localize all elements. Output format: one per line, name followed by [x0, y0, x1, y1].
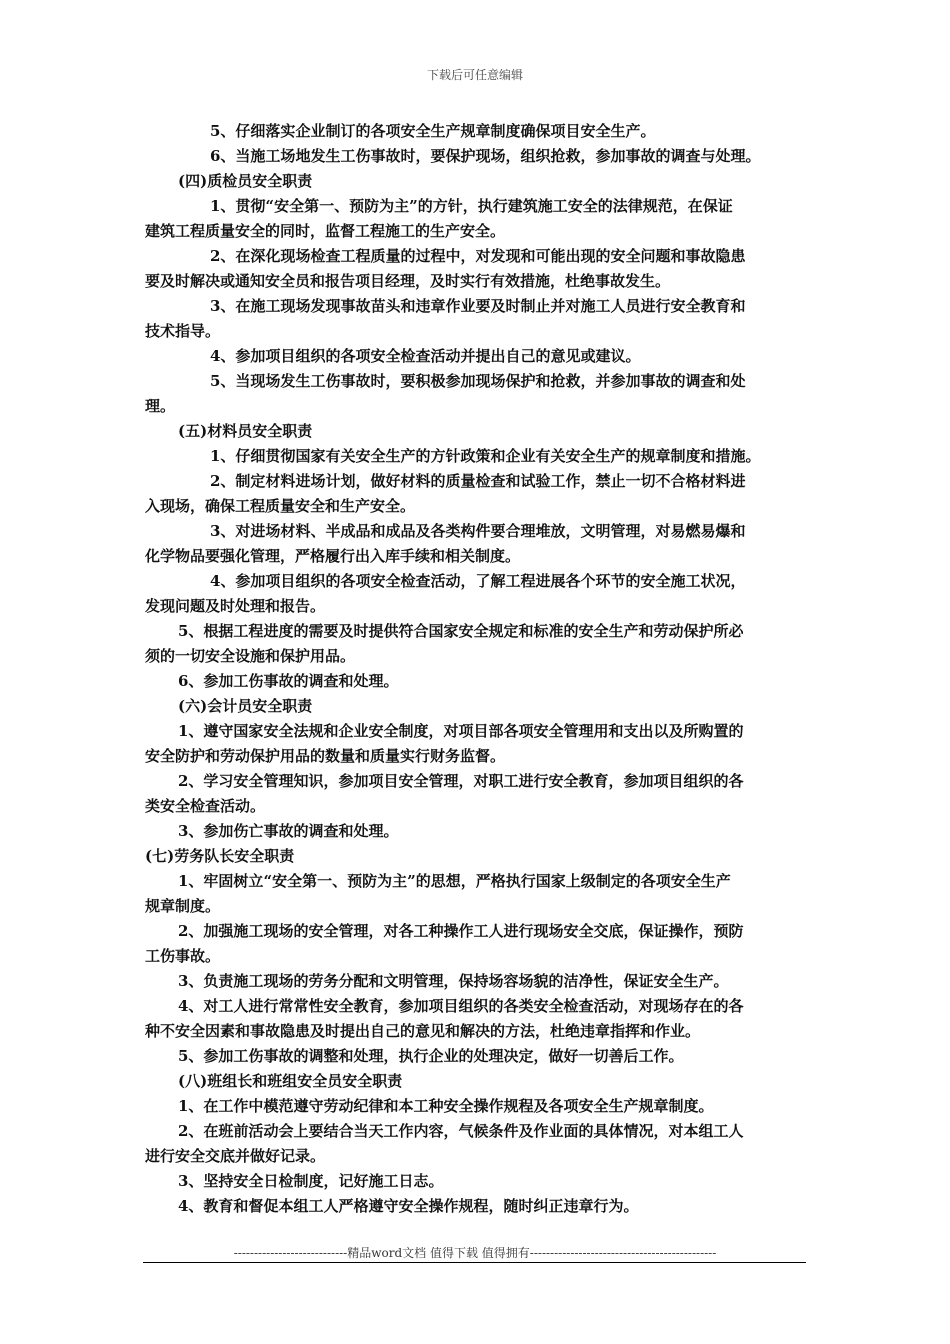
paragraph-line: 理。 [145, 397, 176, 415]
paragraph-line: 种不安全因素和事故隐患及时提出自己的意见和解决的方法，杜绝违章指挥和作业。 [145, 1022, 701, 1040]
section-heading: (六)会计员安全职责 [178, 697, 313, 715]
paragraph-line: 2、在班前活动会上要结合当天工作内容，气候条件及作业面的具体情况，对本组工人 [178, 1122, 744, 1140]
footer-divider [143, 1262, 806, 1263]
paragraph-line: 类安全检查活动。 [145, 797, 266, 815]
paragraph-line: 4、参加项目组织的各项安全检查活动，了解工程进展各个环节的安全施工状况， [210, 572, 746, 590]
paragraph-line: 5、当现场发生工伤事故时，要积极参加现场保护和抢救，并参加事故的调查和处 [210, 372, 746, 390]
paragraph-line: 4、参加项目组织的各项安全检查活动并提出自己的意见或建议。 [210, 347, 641, 365]
paragraph-line: 3、对进场材料、半成品和成品及各类构件要合理堆放，文明管理，对易燃易爆和 [210, 522, 746, 540]
paragraph-line: 3、在施工现场发现事故苗头和违章作业要及时制止并对施工人员进行安全教育和 [210, 297, 746, 315]
paragraph-line: 3、负责施工现场的劳务分配和文明管理，保持场容场貌的洁净性，保证安全生产。 [178, 972, 729, 990]
paragraph-line: 规章制度。 [145, 897, 221, 915]
page-footer: ----------------------------精品word文档 值得下载 值得拥有---------------------------------------------- [233, 1246, 717, 1260]
section-heading: (七)劳务队长安全职责 [145, 847, 295, 865]
paragraph-line: 技术指导。 [145, 322, 221, 340]
paragraph-line: 2、学习安全管理知识，参加项目安全管理，对职工进行安全教育，参加项目组织的各 [178, 772, 744, 790]
paragraph-line: 5、仔细落实企业制订的各项安全生产规章制度确保项目安全生产。 [210, 122, 656, 140]
paragraph-line: 要及时解决或通知安全员和报告项目经理，及时实行有效措施，杜绝事故发生。 [145, 272, 671, 290]
section-heading: (八)班组长和班组安全员安全职责 [178, 1072, 403, 1090]
paragraph-line: 发现问题及时处理和报告。 [145, 597, 326, 615]
page-header: 下载后可任意编辑 [426, 68, 523, 82]
paragraph-line: 6、参加工伤事故的调查和处理。 [178, 672, 399, 690]
paragraph-line: 4、教育和督促本组工人严格遵守安全操作规程，随时纠正违章行为。 [178, 1197, 639, 1215]
paragraph-line: 1、仔细贯彻国家有关安全生产的方针政策和企业有关安全生产的规章制度和措施。 [210, 447, 761, 465]
paragraph-line: 入现场，确保工程质量安全和生产安全。 [145, 497, 416, 515]
paragraph-line: 进行安全交底并做好记录。 [145, 1147, 326, 1165]
paragraph-line: 2、在深化现场检查工程质量的过程中，对发现和可能出现的安全问题和事故隐患 [210, 247, 746, 265]
paragraph-line: 建筑工程质量安全的同时，监督工程施工的生产安全。 [145, 222, 506, 240]
paragraph-line: 1、贯彻“安全第一、预防为主”的方针，执行建筑施工安全的法律规范，在保证 [210, 197, 733, 215]
paragraph-line: 化学物品要强化管理，严格履行出入库手续和相关制度。 [145, 547, 521, 565]
paragraph-line: 5、参加工伤事故的调整和处理，执行企业的处理决定，做好一切善后工作。 [178, 1047, 684, 1065]
paragraph-line: 安全防护和劳动保护用品的数量和质量实行财务监督。 [145, 747, 506, 765]
paragraph-line: 1、遵守国家安全法规和企业安全制度，对项目部各项安全管理用和支出以及所购置的 [178, 722, 744, 740]
paragraph-line: 1、在工作中模范遵守劳动纪律和本工种安全操作规程及各项安全生产规章制度。 [178, 1097, 714, 1115]
paragraph-line: 2、制定材料进场计划，做好材料的质量检查和试验工作，禁止一切不合格材料进 [210, 472, 746, 490]
paragraph-line: 4、对工人进行常常性安全教育，参加项目组织的各类安全检查活动，对现场存在的各 [178, 997, 744, 1015]
section-heading: (四)质检员安全职责 [178, 172, 313, 190]
paragraph-line: 须的一切安全设施和保护用品。 [145, 647, 356, 665]
paragraph-line: 3、参加伤亡事故的调查和处理。 [178, 822, 399, 840]
paragraph-line: 3、坚持安全日检制度，记好施工日志。 [178, 1172, 444, 1190]
section-heading: (五)材料员安全职责 [178, 422, 313, 440]
paragraph-line: 工伤事故。 [145, 947, 221, 965]
paragraph-line: 2、加强施工现场的安全管理，对各工种操作工人进行现场安全交底，保证操作，预防 [178, 922, 744, 940]
paragraph-line: 5、根据工程进度的需要及时提供符合国家安全规定和标准的安全生产和劳动保护所必 [178, 622, 744, 640]
paragraph-line: 1、牢固树立“安全第一、预防为主”的思想，严格执行国家上级制定的各项安全生产 [178, 872, 731, 890]
paragraph-line: 6、当施工场地发生工伤事故时，要保护现场，组织抢救，参加事故的调查与处理。 [210, 147, 761, 165]
